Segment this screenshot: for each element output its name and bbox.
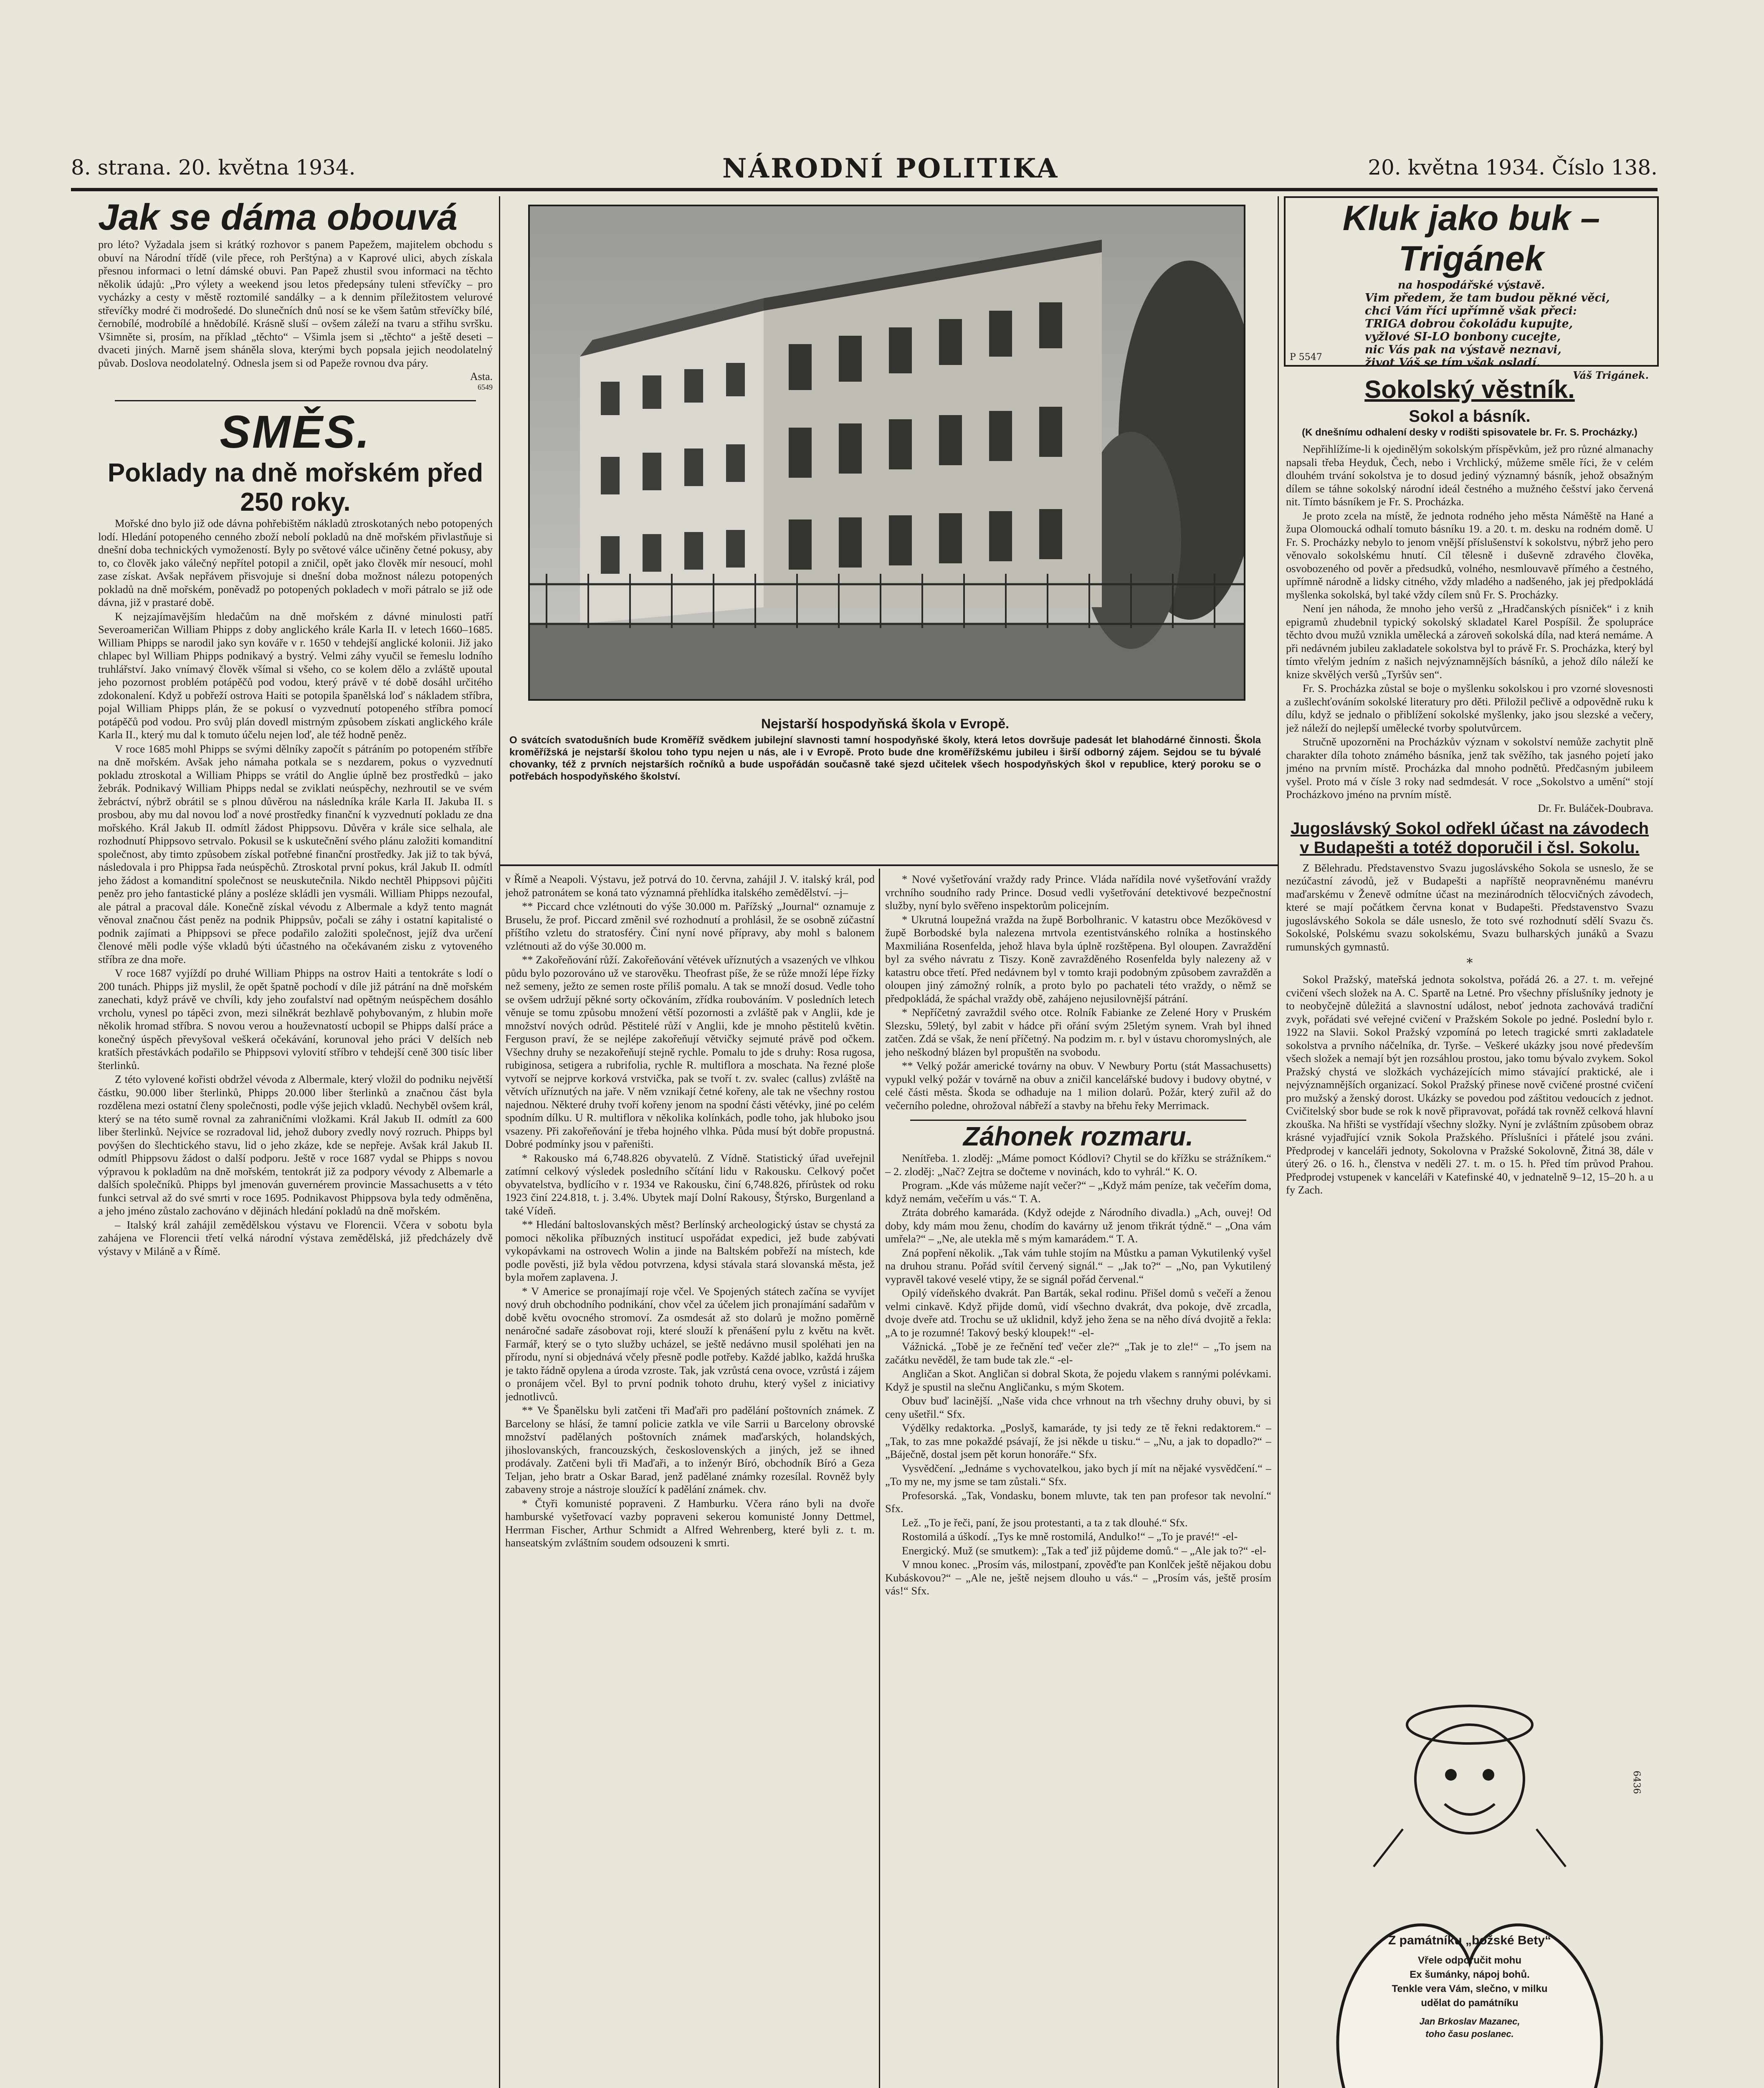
- zahonek-item: Vysvědčení. „Jednáme s vychovatelkou, jako bych jí mít na nějaké vysvědčení.“ – „To my ne, my jsme se tam zůstali.“ Sfx.: [885, 1462, 1271, 1487]
- column-3-paragraph: ** Velký požár americké továrny na obuv. V Newbury Portu (stát Massachusetts) vypukl velký požár v továrně na obuv a zničil kancelářské budovy i budovy obytné, v celé části města. Škoda se odhaduje na 1 milion dolarů. Požár, který zuřil až do večerního poledne, ohrožoval nábřeží a stavby na břehu řeky Merrimack.: [885, 1059, 1271, 1112]
- trigan-ad-subtitle: na hospodářské výstavě.: [1397, 279, 1545, 291]
- jugoslav-sokol-text: Z Bělehradu. Představenstvo Svazu jugoslávského Sokola se usneslo, že se nezúčastní závodů, jež v Budapešti a napříště neopravněnému manévru maďarskému v Ženevě odmítne účast na mezinárodních tělocvičných závodech, které se mají počátkem června konat v Budapešti. Představenstvo Svazu jugoslávského Sokola se dále usneslo, že toto své rozhodnutí sdělí Svazu čs. Sokolské, Polskému svazu sokolskému, Svazu bulharských junáků a Svazu rumunských gymnastů.: [1286, 861, 1653, 953]
- zahonek-item: Nenítřeba. 1. zloděj: „Máme pomoct Kódlovi? Chytil se do křížku se strážníkem.“ – 2. zloděj: „Nač? Zejtra se dočteme v novinách, kdo to vyhrál.“ K. O.: [885, 1152, 1271, 1178]
- zahonek-item: Rostomilá a úškodí. „Tys ke mně rostomilá, Andulko!“ – „To je pravé!“ -el-: [902, 1530, 1238, 1543]
- poklady-paragraph: Mořské dno bylo již ode dávna pohřebištěm nákladů ztroskotaných nebo potopených lodí. Hledání potopeného cenného zboží nebolí pokladů na dně mořském přivlastňuje si dnešní doba technických vymožeností. Byly po světové válce učiněny četné pokusy, aby to, co člověk jako válečný nepřítel potopil a zničil, opět jako člověk mír nesoucí, mohl zase získat. Avšak nepřávem přisvojuje si dnešní doba možnost nálezu potopených pokladů na dně mořském, poněvadž po potopených pokladech v moři pátralo se již ode dávna, již v prastaré době.: [98, 517, 493, 608]
- column-rule-2: [879, 869, 880, 2088]
- trigan-ad-title: Kluk jako buk – Trigánek: [1342, 198, 1600, 278]
- sokol-basnik-subtitle: (K dnešnímu odhalení desky v rodišti spisovatele br. Fr. S. Procházky.): [1302, 427, 1637, 438]
- column-2-paragraph: * Rakousko má 6,748.826 obyvatelů. Z Vídně. Statistický úřad uveřejnil zatímní celkový výsledek posledního sčítání lidu v Rakousku. Celkový počet obyvatelstva, bydlícího v r. 1934 ve Rakousku, činí 6,748.826, přírůstek od roku 1923 činí 224.818, t. j. 3.4%. Ubytek mají Dolní Rakousy, Štýrsko, Burgenland a také Vídeň.: [505, 1151, 875, 1217]
- trigan-ad-code: P 5547: [1290, 352, 1322, 362]
- zahonek-item: Zná popření několik. „Tak vám tuhle stojím na Můstku a paman Vykutilenký vyšel na druhou stranu. Pořád svítil červený signál.“ – „Jak to?“ – „No, pan Vykutilený vypravěl takové veselé vtipy, že se signál pořád červenal.“: [885, 1246, 1271, 1285]
- zahonek-item: V mnou konec. „Prosím vás, milostpaní, zpověďte pan Konlček ještě nějakou dobu Kubáskovou?“ – „Ale ne, ještě nejsem dlouho u vás.“ – „Prosím vás, ještě prosím vás!“ Sfx.: [885, 1558, 1271, 1597]
- zahonek-title: Záhonek rozmaru.: [963, 1121, 1194, 1151]
- bety-ad-line: Ex šumánky, nápoj bohů.: [1410, 1969, 1530, 1980]
- column-4: [1286, 372, 1653, 1658]
- column-1: [98, 196, 493, 2088]
- trigan-ad-signature: Váš Trigánek.: [1573, 369, 1649, 381]
- bety-ad-line: Tenkle vera Vám, slečno, v milku: [1392, 1983, 1548, 1994]
- sokol-section-title: Sokolský věstník.: [1364, 375, 1575, 403]
- masthead-rule: [71, 188, 1658, 191]
- shoe-article-title: Jak se dáma obouvá: [98, 196, 458, 238]
- column-3-paragraph: * Nepříčetný zavraždil svého otce. Rolník Fabianke ze Zelené Hory v Pruském Slezsku, 59letý, byl zabit v hádce při ořání svým 25letým synem. Vrah byl ihned zatčen. Zdá se však, že není příčetný. Na podzim m. r. byl v ústavu choromyslných, ale jeho neškodný blázen byl propuštěn na svobodu.: [885, 1006, 1271, 1058]
- florence-exhibition-paragraph: – Italský král zahájil zemědělskou výstavu ve Florencii. Včera v sobotu byla zahájena ve Florencii třetí velká národní výstava zemědělská, již předcházely dvě výstavy v Miláně a v Římě.: [98, 1218, 493, 1257]
- zahonek-item: Energický. Muž (se smutkem): „Tak a teď již půjdeme domů.“ – „Ale jak to?“ -el-: [902, 1544, 1266, 1557]
- sokol-author: Dr. Fr. Buláček-Doubrava.: [1538, 802, 1653, 814]
- shoe-article-text: pro léto? Vyžadala jsem si krátký rozhovor s panem Papežem, majitelem obchodu s obuví na Národní třídě (vile přece, roh Perštýna) a v Kaprové ulici, abych získala přesnou informaci o letní dámské obuvi. Pan Papež zhustil svou informaci na těchto několik údajů: „Pro výlety a weekend jsou letos předepsány tuleni střevíčky – pro vycházky a cesty v městě roztomilé sandálky – a k dennim příležitostem velurové střevíčky modré či modrošedé. Do slunečních dnů nosí se ke všem šatům střevíčky bílé, černobílé, modrobílé a hnědobílé. Krásně sluší – ovšem záleží na tvaru a střihu svršku. Všimněte si, prosím, na příklad „těchto“ – Všimla jsem si „těchto“ a ještě deseti – dvaceti jiných. Marně jsem sháněla slova, kterými bych popsala jejich neodolatelný půvab. Doslova neodolatelný. Odnesla jsem si od Papeže rovnou dva páry.: [98, 238, 493, 369]
- zahonek-item: Výdělky redaktorka. „Poslyš, kamaráde, ty jsi tedy ze tě řekni redaktorem.“ – „Tak, to zas mne pokaždé psávají, že jsi někde u tisku.“ – „Nu, a jak to dopadlo?“ – „Báječně, dostal jsem pět korun honoráře.“ Sfx.: [885, 1422, 1271, 1460]
- masthead-title: NÁRODNÍ POLITIKA: [722, 153, 1059, 184]
- sokol-paragraph: Stručně upozorněni na Procházkův význam v sokolství nemůže zachytit plně charakter díla tohoto známého básníka, jenž tak svěžího, tak jasného pojetí jako jméno na prvním místě. Procházka dal mnoho podnětů. Předčasným jubileem vyšel. Proto má v čísle 3 roky nad sedmdesát. V roce „Sokolstvo a umění“ stojí Procházkovo jméno na prvním místě.: [1286, 735, 1653, 801]
- column-2-paragraph: ** Ve Španělsku byli zatčeni tři Maďaři pro padělání poštovních známek. Z Barcelony se hlásí, že tamní policie zatkla ve vile Sarrii u Barcelony obrovské množství padělaných poštovních známek maďarských, holandských, jihoslovanských, francouzských, československých a jiných, jež se ihned prodávaly. Zatčeni byli tři Maďaři, a to inženýr Bíró, obchodník Bíró a Geza Teljan, jeho bratr a Oskar Barad, jenž padělané známky rozesílal. Rovněž byly zabaveny stroje a nástroje sloužící k padělání známek. chv.: [505, 1404, 875, 1495]
- zahonek-item: Vážnická. „Tobě je ze řečnění teď večer zle?“ „Tak je to zle!“ – „To jsem na začátku nevěděl, že tam bude tak zle.“ -el-: [885, 1340, 1271, 1366]
- trigan-ad-line: chci Vám říci upřímně však přeci:: [1365, 304, 1577, 317]
- trigan-advertisement: [1284, 196, 1659, 381]
- zahonek-item: Profesorská. „Tak, Vondasku, bonem mluvte, tak ten pan profesor tak nevolní.“ Sfx.: [885, 1489, 1271, 1515]
- column-rule-3: [1278, 196, 1279, 2088]
- column-2: [505, 873, 875, 2088]
- poklady-paragraph: K nejzajímavějším hledačům na dně mořském z dávné minulosti patří Severoameričan William Phipps z doby anglického krále Karla II. v letech 1660–1685. William Phipps se narodil jako syn kováře v r. 1650 v tehdejší anglické kolonii. Již jako chlapec byl William Phipps podnikavý a bystrý. Velmi záhy vyučil se řemeslu lodního truhlářství. Jako vnímavý člověk všímal si všeho, co se kolem dělo a zvláště upoutal jeho pozornost problém potápěčů pod vodou, který právě v té době dosáhl určitého zdokonalení. Když u pobřeží ostrova Haiti se potopila španělská loď s nákladem stříbra, pojal William Phipps plán, že se pokusí o vyzvednutí potopeného stříbra pomocí potápěčů pod vodou. Pro svůj plán dovedl mistrným způsobem získati anglického krále Karla II., který mu dal k tomuto účelu nejen loď, ale též hodně peněz.: [98, 610, 493, 741]
- sokol-paragraph: Je proto zcela na místě, že jednota rodného jeho města Náměště na Hané a župa Olomoucká odhalí tomuto básníku 19. a 20. t. m. desku na rodném domě. U Fr. S. Procházky nebylo to jenom vnější příslušenství k sokolstvu, nýbrž jeho pero věnovalo sokolskému hnutí. Cíl tělesně i duševně zdravého člověka, osvobozeného od pověr a předsudků, volného, nesmlouvavě přímého a čestného, upřímně národně a lidsky citného, vždy mladého a nadšeného, jak jej předpokládá myšlenka sokolská, byl také vždy cílem snů Fr. S. Procházky.: [1286, 509, 1653, 601]
- photo-caption: [509, 716, 1261, 783]
- zahonek-item: Ztráta dobrého kamaráda. (Když odejde z Národního divadla.) „Ach, ouvej! Od doby, kdy mám mou ženu, chodím do kavárny už jenom třikrát týdně.“ – „Ona vám umřela?“ – „Ne, ale utekla mě s mým kamarádem.“ T. A.: [885, 1206, 1271, 1245]
- column-2-paragraph: ** Piccard chce vzlétnouti do výše 30.000 m. Pařížský „Journal“ oznamuje z Bruselu, že prof. Piccard změnil své rozhodnutí a prohlásil, že se osobně zúčastní příštího vzletu do stratosféry. Činí nyní nové přípravy, aby mohl s balonem vzlétnouti až do výše 30.000 m.: [505, 900, 875, 952]
- bety-ad-title: Z památníku „božské Bety“: [1388, 1933, 1551, 1947]
- bety-ad-line: Vřele odporučit mohu: [1417, 1955, 1521, 1966]
- photo-caption-body: O svátcích svatodušních bude Kroměříž svědkem jubilejní slavnosti tamní hospodyňské školy, která letos dovršuje padesát let blahodárné činnosti. Škola kroměřížská je nejstarší školou toho typu nejen u nás, ale i v Evropě. Proto bude dne kroměřížskému jubileu i širší odborný zájem. Sejdou se tu bývalé chovanky, též z prvních nejstarších ročníků a bude uspořádán současně také sjezd učitelek všech hospodyňských škol v republice, který poroku se o potřebách hospodyňského školství.: [509, 735, 1261, 782]
- poklady-paragraph: V roce 1685 mohl Phipps se svými dělníky započít s pátráním po potopeném stříbře na dně mořském. Avšak jeho námaha potkala se s nezdarem, pokus o vyzvednutí pokladu ztroskotal a William Phipps se vrátil do Anglie úplně bez prostředků – jako žebrák. Podnikavý William Phipps nedal se zviklati neúspěchy, nezhroutil se ve svém žebráctví, nýbrž obrátil se s plnou důvěrou na následníka krále Karla II. Jakuba II. s prosbou, aby mu dal novou loď a nové prostředky finanční k vyzvednutí pokladu ze dna mořského. Král Jakub II. odmítl žádost Phippsovu. Důvěra v krále sice selhala, ale rozhodnutí Phippsovo setrvalo. Pokusil se k uskutečnění svého plánu založiti komanditní společnost, aby timto způsobem získal potřebné finanční prostředky. Jak již to tak bývá, následovala i pro Phippsa řada neúspěchů. Ztroskotal první pokus, král Jakub II. odmítl jeho žádost a komanditní společnost se neuskutečnila. Nikdo nechtěl Phippsovi půjčiti peněz pro jeho fantastické plány a posléze skládli jen vysmáli. William Phipps nezoufal, ale pátral a pracoval dále. Konečně získal vévodu z Albermale a když tento magnát věnoval značnou část peněz na podnik Phippsův, počali se záhy i ostatní kapitalisté o podnik zajímati a Phippsovi se přece podařilo založiti společnost, jejíž dva určení členové měli podle výše vkladů býti účastného na očekávaném zisku z vytoveného stříbra ze dna moře.: [98, 742, 493, 965]
- column-3-paragraph: * Ukrutná loupežná vražda na župě Borbolhranic. V katastru obce Mezőkövesd v župě Borbodské byla nalezena mrtvola ezentistvánského rolníka a hostinského Maxmiliána Rosenfelda, jehož hlava byla úplně rozštěpena. Byl oloupen. Zavraždění byl za svého návratu z Tiszy. Koně zavražděného Rosenfelda byly nalezeny až v katastru obce třetí. Před nedávnem byl v tomto kraji podobným způsobem zavražděn a oloupen jiný zámožný rolník, a proto bylo po pachateli této vraždy, o němž se předpokládá, že spáchal vraždy obě, zahájeno nejusilovnější pátrání.: [885, 913, 1271, 1005]
- column-2-paragraph: ** Zakořeňování růží. Zakořeňování větévek uříznutých a vsazených ve vlhkou půdu bylo pozorováno už ve starověku. Theofrast píše, že se růže množí lépe řízky než semeny, ježto ze semen roste příliš pomalu. A tak se množí dosud. Vedle toho se ovšem udržují pěkné sorty očkováním, zřídka roubováním. V posledních letech věnuje se tomu způsobu množení větší pozornosti a zvláště pak v Anglii, kde je množství nových odrůd. Pěstitelé růží v Anglii, kde je mnoho pěstitelů květin. Ferguson praví, že se nejlépe zakořeňují větvičky sejmuté právě pod očkem. Všechny druhy se nezakořeňují stejně rychle. Pomalu to jde s druhy: Rosa rugosa, rubiginosa, setigera a rubrifolia, rychle R. multiflora a moschata. Na řezné ploše vytvoří se nejprve korková vrstvička, pak se tvoří t. zv. svalec (callus) zvláště na větvích uříznutých na jaře. V něm vznikají četné kořeny, ale tak ne všechny rostou najednou. Některé druhy tvoří kořeny jenom na spodní části větévky, jiné po celém spodním dílku. U R. multiflora v několika kolínkách, podle toho, jak hluboko jsou vsazeny. Při zakořeňování je třeba hojného vlhka. Půda musí být dobře propustná. Dobré podmínky jsou v pařeništi.: [505, 953, 875, 1150]
- column-3: [885, 873, 1271, 2088]
- poklady-paragraph: Z této vylovené kořisti obdržel vévoda z Albermale, který vložil do podniku největší částku, 90.000 liber šterlinků, Phipps 20.000 liber šterlinků a značnou část byla rozdělena mezi ostatní členy společnosti, podle výše jejich vkladů. Nechyběl ovšem král, který se na této sumě rovnal za zahraničními vložkami. Král Jakub II. odmítl za 600 liber šterlinků. Nejvíce se rozradoval lid, jehož dubory zvedly nový rozruch. Phipps byl povýšen do šlechtického stavu, lid o jeho zkáze, kde se nepřeje. Avšak král Jakub II. odmítl Phippsovu žádost o další podporu. Ještě v roce 1687 vydal se Phipps s novou výpravou k pokladům na dně mořském, tentokrát již za podpory vévody z Albemarle a dalších společníků. Phipps byl jmenován guvernérem provincie Massachusetts a v této funkci setrval až do své smrti v roce 1695. Podnikavost Phippsova byla tedy odměněna, a jeho jméno zůstalo zachováno v dějinách hledání pokladů na dně mořském.: [98, 1073, 493, 1217]
- zahonek-item: Angličan a Skot. Angličan si dobral Skota, že pojedu vlakem s rannými polévkami. Když je spustil na slečnu Angličanku, s mým Skotem.: [885, 1367, 1271, 1393]
- trigan-ad-line: vyžlové SI-LO bonbony cucejte,: [1365, 330, 1561, 343]
- photo-caption-title: Nejstarší hospodyňská škola v Evropě.: [761, 716, 1009, 731]
- sokol-paragraph: Není jen náhoda, že mnoho jeho veršů z „Hradčanských písniček“ i z knih epigramů zhudebnil typický sokolský skladatel Karel Pospíšil. Že spolupráce těchto dvou mužů vznikla umělecká a zároveň sokolská díla, nad která nemáme. A při nedávném jubileu zakladatele sokolstva byl to právě Fr. S. Procházka, který byl tímto vřelým jedním z našich nejvýznamnějších básníků, a jehož dílo náleží ke knize skvělých veršů „Tyršův sen“.: [1286, 602, 1653, 681]
- school-building-image: [530, 206, 1244, 699]
- shoe-article-code: 6549: [478, 383, 493, 391]
- shoe-article-signature: Asta.: [470, 370, 493, 383]
- masthead-left-date: 8. strana. 20. května 1934.: [71, 155, 356, 180]
- trigan-ad-line: Vim předem, že tam budou pěkné věci,: [1365, 291, 1610, 304]
- bety-ad-signature: Jan Brkoslav Mazanec,: [1419, 2016, 1520, 2027]
- divider: [115, 400, 476, 401]
- sokol-paragraph: Nepřihlížíme-li k ojedinělým sokolským příspěvkům, jež pro různé almanachy napsali třeba Heyduk, Čech, nebo i Vrchlický, můžeme směle říci, že v celém dlouhém trvání sokolstva je to dosud jediný významný básník, jehož obsažným dílem se táhne sokolský národní ideál čestného a mužného češství jako červená nit. Tímto básníkem je Fr. S. Procházka.: [1286, 443, 1653, 508]
- bety-ad-text: [1361, 1933, 1578, 2040]
- bety-advertisement: [1298, 1670, 1641, 2088]
- bety-ad-line: udělat do památníku: [1421, 1997, 1519, 2009]
- zahonek-item: Lež. „To je řeči, paní, že jsou protestanti, a ta z tak dlouhé.“ Sfx.: [902, 1516, 1188, 1529]
- masthead: [71, 155, 1658, 185]
- sokol-paragraph: Fr. S. Procházka zůstal se boje o myšlenku sokolskou i pro vzorné slovesnosti a zušlechťováním sokolské literatury pro děti. Přiložil pečlivě a odpovědně ruku k dílu, když se jednalo o přiblížení sokolské myšlenky, jako jsou slezské a večery, jež náleží do nejlepší umělecké tvorby spolutvůrcem.: [1286, 682, 1653, 734]
- bety-ad-code: 6436: [1631, 1771, 1642, 1794]
- column-3-paragraph: * Nové vyšetřování vraždy rady Prince. Vláda nařídila nové vyšetřování vraždy vrchního soudního rady Prince. Dosud vedli vyšetřování detektivové bezpečnostní služby, nyní bylo svěřeno inspektorům policejním.: [885, 873, 1271, 912]
- trigan-ad-line: život Váš se tím však osladí.: [1365, 356, 1541, 369]
- photo-bottom-rule: [499, 864, 1278, 866]
- column-2-paragraph: * V Americe se pronajímají roje včel. Ve Spojených státech začína se vyvíjet nový druh obchodního podnikání, chov včel za účelem jich pronajímání sadařům v době květu ovocného stromoví. Za osmdesát až sto dolarů je možno poměrně nenáročné sadaře zásobovat roji, které slouží k přenášení pylu z květu na květ. Farmář, který se o tyto služby ucházel, se ještě nedávno musil spoléhati jen na přírodu, nyní si objednává včely přesně podle potřeby. Každé jablko, každá hruška je takto řádně opylena a úroda vzroste. Tak, jak vzrůstá cena ovoce, vzrůstá i zájem o pronájem včel. Byl to první podnik tohoto druhu, který vyšel z iniciativy jednotlivců.: [505, 1285, 875, 1403]
- sokol-prazsky-text: Sokol Pražský, mateřská jednota sokolstva, pořádá 26. a 27. t. m. veřejné cvičení všech složek na A. C. Spartě na Letné. Pro všechny příslušníky jednoty je to neobyčejně důležitá a slavnostní událost, neboť jednota zachovává tradiční zvyk, pořádati své veřejné cvičení v Pražském Sokole po jedné. Poslední bylo r. 1922 na Slavii. Sokol Pražský vzpomíná po letech tragické smrti zakladatele sokolstva a prvního náčelníka, dr. Tyrše. – Veškeré ukázky jsou nové především všech složek a nemají být jen rozsáhlou prostou, jako tomu bývalo zvykem. Sokol Pražský chystá ve složkách vycházejících mimo stávající praktické, ale i nejvýznamnějších organizací. Sokol Pražský přinese nově cvičené prostné cvičení pro mužský a ženský dorost. Ukázky se povedou pod záštitou vedoucích z jednot. Cvičitelský sbor bude se rok k nově připravovat, pořádá tak rovněž celková hlavní zkouška. Na hřišti se vystřídají všechny složky. Nyní je zvláštním způsobem obraz krásné vyjadřující vznik Sokola Pražského. Příslušníci i přátelé jsou zváni. Předprodej v kanceláři jednoty, Sokolovna v Pražské Sokolovně, Žitná 38, dále v úterý 26. o 16. h., členstva v neděli 27. t. m. o 15. h. Před tím průvod Prahou. Předprodej vstupenek v kanceláři v Katefinské 40, v jednatelně 9–12, 15–20 h. a u fy Zach.: [1286, 973, 1653, 1196]
- trigan-ad-line: nic Vás pak na výstavě neznavi,: [1365, 343, 1562, 356]
- sokol-basnik-title: Sokol a básník.: [1409, 407, 1531, 426]
- column-2-paragraph: * Čtyři komunisté popraveni. Z Hamburku. Včera ráno byli na dvoře hamburské vyšetřovací vazby popraveni sekerou komunisté Jonny Dettmel, Herrman Fischer, Arthur Schmidt a Alfred Wehrenberg, které byli z. t. m. hanseatským zvláštním soudem odsouzeni k smrti.: [505, 1497, 875, 1549]
- jugoslav-sokol-title: Jugoslávský Sokol odřekl účast na závodech v Budapešti a totéž doporučil i čsl. Sokolu.: [1290, 819, 1649, 857]
- zahonek-item: Opilý vídeňského dvakrát. Pan Barták, sekal rodinu. Přišel domů s večeří a ženou velmi cinkavě. Když přijde domů, vidí všechno dvakrát, dva pokoje, dvě zrcadla, dvoje dveře atd. Trochu se už uklidnil, když jeho žena se na něho dívá dvojitě a řekla: „A to je rozumné! Takový beský kloupek!“ -el-: [885, 1287, 1271, 1339]
- column-2-paragraph: ** Hledání baltoslovanských měst? Berlínský archeologický ústav se chystá za pomoci několika příbuzných institucí uspořádat expedici, jež bude zabývati vykopávkami na ostrovech Wolin a jinde na Baltském pobřeží na místech, kde podle pověsti, již byla vědou potvrzena, kdysi stávala stará slovanská města, jež byla mořem zaplavena. J.: [505, 1218, 875, 1283]
- bety-ad-signature-role: toho času poslanec.: [1425, 2029, 1514, 2039]
- poklady-paragraph: V roce 1687 vyjíždí po druhé William Phipps na ostrov Haiti a tentokráte s lodí o 200 tunách. Phipps již myslil, že opět špatně pochodí v díle již pátrání na dně mořském zanechati, když právě ve chvíli, kdy jeho zoufalství nad opětným neúspěchem dosáhlo vrcholu, vynesl po tápěci zvon, mezi silněkrát bezhlavě pohybovaným, z hlubin moře několik hromad stříbra. S novou verou a houževnatostí ucbopil se Phipps další práce a konečný úspěch převyšoval veškerá očekávání, korunoval jeho práci V delších neb kratších přestávkách podařilo se Phippsovi vylovití stříbro v tehdejší ceně 300 tisíc liber šterlinků.: [98, 967, 493, 1072]
- zahonek-item: Obuv buď lacinější. „Naše vida chce vrhnout na trh všechny druhy obuvi, by si ceny ušetřil.“ Sfx.: [885, 1394, 1271, 1420]
- column-2-paragraph: v Římě a Neapoli. Výstavu, jež potrvá do 10. června, zahájil J. V. italský král, pod jehož patronátem se koná tato významná přehlídka italského zemědělství. –j–: [505, 873, 875, 899]
- trigan-ad-line: TRIGA dobrou čokoládu kupujte,: [1365, 317, 1573, 330]
- smes-section-title: SMĚS.: [220, 406, 371, 458]
- masthead-right-date: 20. května 1934. Číslo 138.: [1368, 155, 1658, 180]
- poklady-article-title: Poklady na dně mořském před 250 roky.: [107, 459, 483, 517]
- zahonek-item: Program. „Kde vás můžeme najít večer?“ – „Když mám peníze, tak večeřím doma, když nemám, večeřím u vás.“ T. A.: [885, 1179, 1271, 1205]
- column-rule-1: [499, 196, 500, 2088]
- section-star: *: [1466, 956, 1473, 971]
- school-photo: [528, 205, 1245, 701]
